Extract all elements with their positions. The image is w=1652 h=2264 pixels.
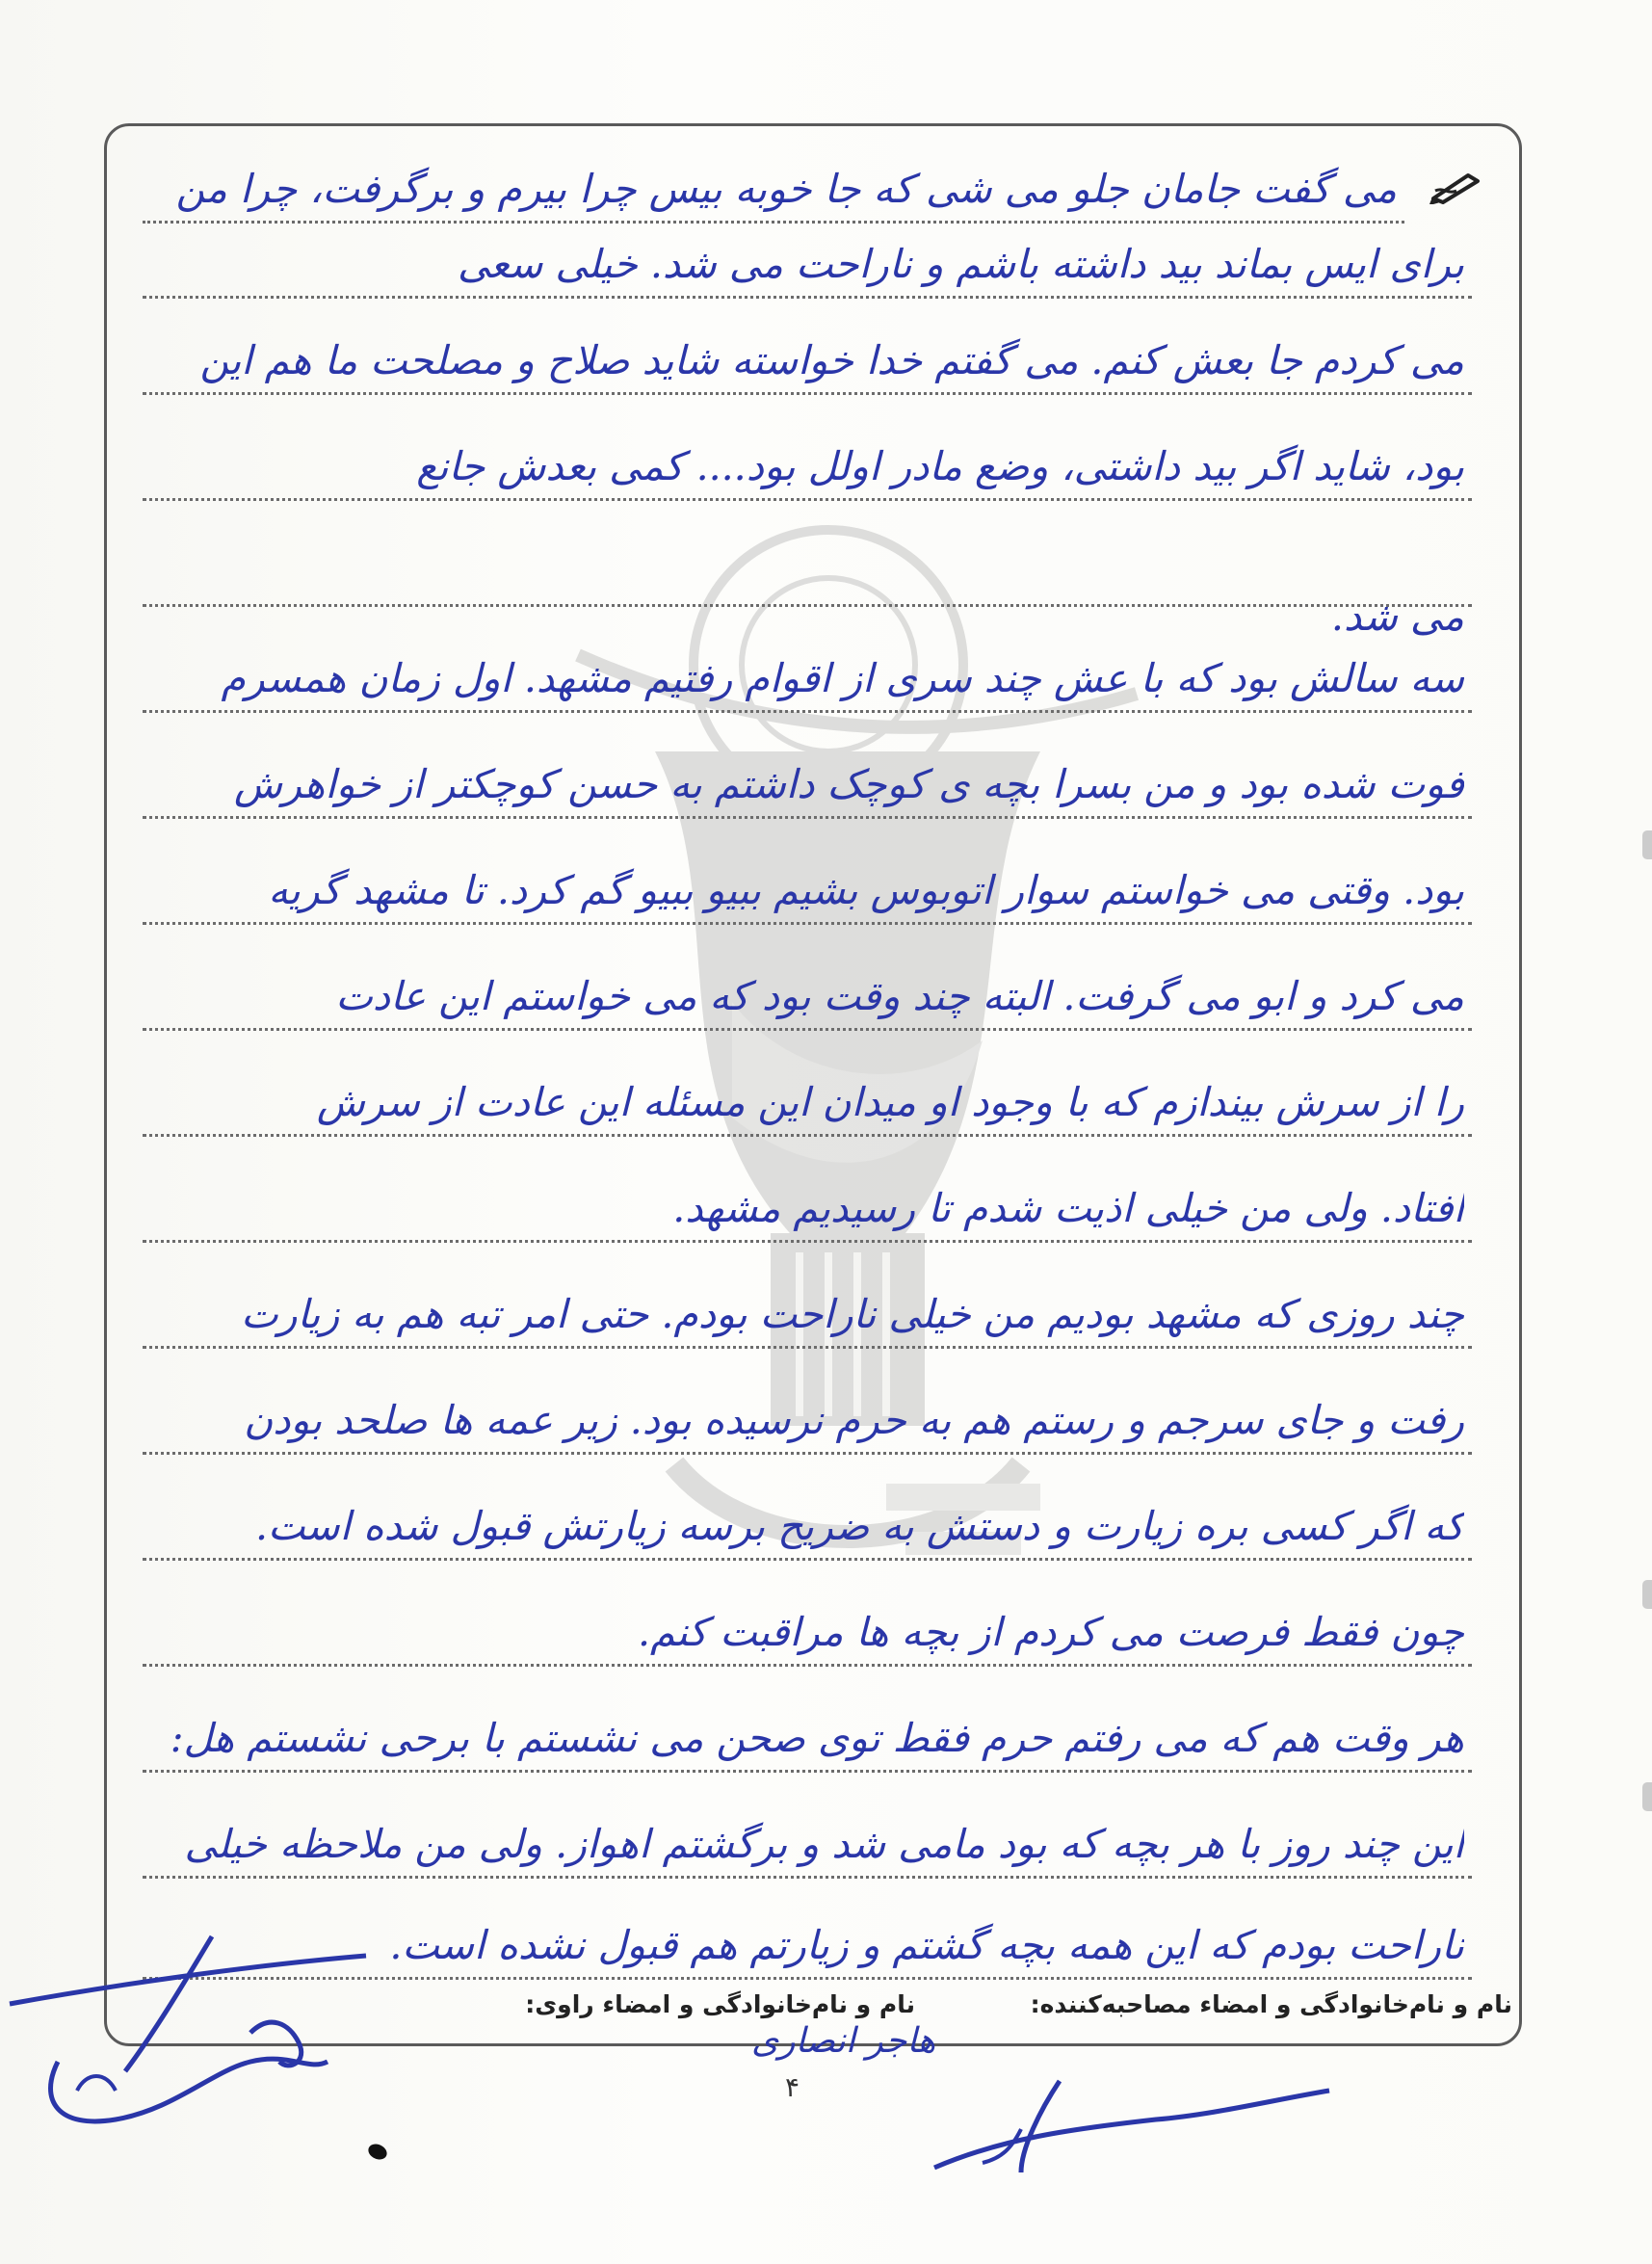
interviewer-signature-label: نام و نام‌خانوادگی و امضاء مصاحبه‌کننده: xyxy=(1030,1990,1512,2018)
handwritten-line: رفت و جای سرجم و رستم هم به حرم نرسیده بود. زیر عمه ها صلحد بودن xyxy=(244,1397,1464,1443)
page-number: ۴ xyxy=(785,2071,800,2103)
narrator-signature-label: نام و نام‌خانوادگی و امضاء راوی: xyxy=(525,1990,915,2018)
text-line xyxy=(143,299,1472,395)
handwritten-line: چون فقط فرصت می کردم از بچه ها مراقبت کنم. xyxy=(638,1609,1464,1655)
text-line xyxy=(143,1040,1472,1137)
dotted-rule xyxy=(143,1770,1472,1773)
handwritten-line: ناراحت بودم که این همه بچه گشتم و زیارتم هم قبول نشده است. xyxy=(389,1922,1464,1968)
dotted-rule xyxy=(143,1134,1472,1137)
handwritten-line: که اگر کسی بره زیارت و دستش به ضریح برسه زیارتش قبول شده است. xyxy=(255,1503,1464,1549)
dotted-rule xyxy=(143,1346,1472,1349)
text-line xyxy=(143,1358,1472,1455)
binder-hole xyxy=(1642,1580,1652,1609)
dotted-rule xyxy=(143,710,1472,713)
dotted-rule xyxy=(143,1240,1472,1243)
handwritten-line: می گفت جامان جلو می شی که جا خوبه بیس چرا بیرم و برگرفت، چرا من xyxy=(175,166,1397,212)
handwritten-line: می شد. xyxy=(1330,593,1464,640)
dotted-rule xyxy=(143,1558,1472,1561)
handwritten-line: را از سرش بیندازم که با وجود او میدان این مسئله این عادت از سرش xyxy=(316,1079,1464,1125)
dotted-rule xyxy=(143,1664,1472,1667)
dotted-rule xyxy=(143,1028,1472,1031)
handwritten-line: سه سالش بود که با عش چند سری از اقوام رفتیم مشهد. اول زمان همسرم xyxy=(221,655,1464,701)
handwritten-line: هر وقت هم که می رفتم حرم فقط توی صحن می نشستم با برحی نشستم هل: xyxy=(170,1715,1464,1761)
text-line xyxy=(143,1676,1472,1773)
text-line xyxy=(143,511,1472,640)
handwritten-line: چند روزی که مشهد بودیم من خیلی ناراحت بودم. حتی امر تبه هم به زیارت xyxy=(241,1291,1464,1337)
handwritten-line: می کرد و ابو می گرفت. البته چند وقت بود که می خواستم این عادت xyxy=(335,973,1464,1019)
text-line xyxy=(143,1464,1472,1561)
text-line xyxy=(143,1570,1472,1667)
handwritten-text-area xyxy=(143,0,1472,2264)
dotted-rule xyxy=(143,922,1472,925)
handwritten-line: می کردم جا بعش کنم. می گفتم خدا خواسته شاید صلاح و مصلحت ما هم این xyxy=(199,337,1464,383)
dotted-rule xyxy=(143,498,1472,501)
interviewer-signature xyxy=(925,2071,1349,2177)
narrator-signature xyxy=(0,1927,385,2148)
text-line xyxy=(143,1252,1472,1349)
text-line xyxy=(143,617,1472,713)
handwritten-line: افتاد. ولی من خیلی اذیت شدم تا رسیدیم مشهد. xyxy=(672,1185,1464,1231)
text-line xyxy=(143,935,1472,1031)
dotted-rule xyxy=(143,816,1472,819)
text-line xyxy=(143,723,1472,819)
text-line xyxy=(143,1146,1472,1243)
handwritten-line: بود. وقتی می خواستم سوار اتوبوس بشیم ببیو ببیو گم کرد. تا مشهد گریه xyxy=(268,867,1464,913)
text-line xyxy=(143,405,1472,501)
handwritten-line: برای ایس بماند بید داشته باشم و ناراحت می شد. خیلی سعی xyxy=(458,241,1464,287)
binder-hole xyxy=(1642,1782,1652,1811)
dotted-rule xyxy=(143,1876,1472,1879)
text-line xyxy=(143,829,1472,925)
text-line xyxy=(143,1782,1472,1879)
interviewer-handwritten-name: هاجر انصاری xyxy=(751,2021,936,2061)
text-line xyxy=(143,202,1472,299)
binder-hole xyxy=(1642,830,1652,859)
dotted-rule xyxy=(143,1452,1472,1455)
handwritten-line: بود، شاید اگر بید داشتی، وضع مادر اولل بود.... کمی بعدش جانع xyxy=(416,443,1464,489)
handwritten-line: این چند روز با هر بچه که بود مامی شد و برگشتم اهواز. ولی من ملاحظه خیلی xyxy=(184,1821,1464,1867)
handwritten-line: فوت شده بود و من بسرا بچه ی کوچک داشتم به حسن کوچکتر از خواهرش xyxy=(234,761,1464,807)
dotted-rule xyxy=(143,392,1472,395)
